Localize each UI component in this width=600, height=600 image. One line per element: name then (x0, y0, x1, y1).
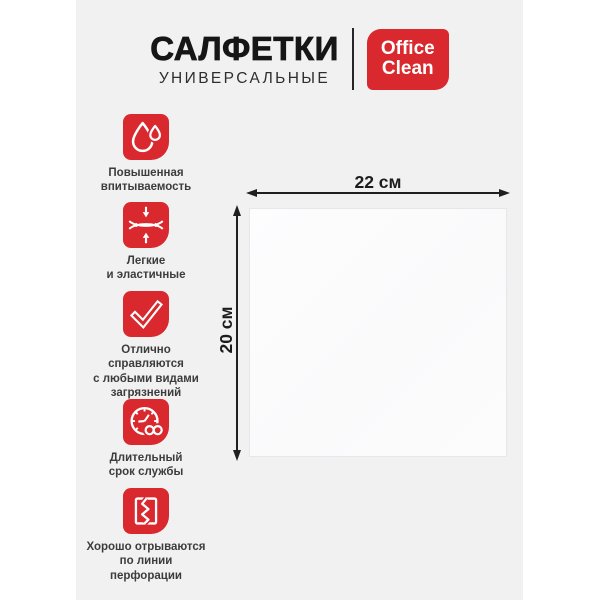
header-divider (352, 28, 354, 90)
height-dimension-label: 20 см (216, 306, 236, 354)
width-dimension-label: 22 см (354, 172, 402, 192)
logo-line2: Clean (381, 58, 434, 79)
feature-absorbency (76, 114, 216, 195)
feature-durability (76, 399, 216, 480)
feature-cleaning (76, 291, 216, 401)
width-dimension-arrow (245, 187, 511, 199)
feature-label: Хорошо отрываются по линии перфорации (86, 541, 206, 582)
officeclean-logo (367, 29, 449, 90)
checkmark-icon (123, 291, 169, 337)
elastic-stretch-icon (123, 202, 169, 248)
perforation-tear-icon (123, 488, 169, 534)
page-subtitle: УНИВЕРСАЛЬНЫЕ (158, 69, 331, 87)
feature-label: Длительный срок службы (108, 452, 184, 479)
height-dimension-arrow (231, 204, 243, 462)
clock-infinity-icon (123, 399, 169, 445)
logo-line1: Office (380, 37, 435, 59)
feature-label: Отлично справляются с любыми видами загрязнений (93, 344, 199, 400)
title-block (150, 29, 339, 87)
feature-elastic (76, 202, 216, 283)
napkin-image (249, 208, 507, 457)
feature-label: Легкие и эластичные (106, 255, 186, 282)
feature-label: Повышенная впитываемость (100, 167, 192, 194)
header (76, 22, 523, 96)
feature-perforation (76, 488, 216, 583)
water-drop-icon (123, 114, 169, 160)
page-title: САЛФЕТКИ (150, 29, 339, 67)
